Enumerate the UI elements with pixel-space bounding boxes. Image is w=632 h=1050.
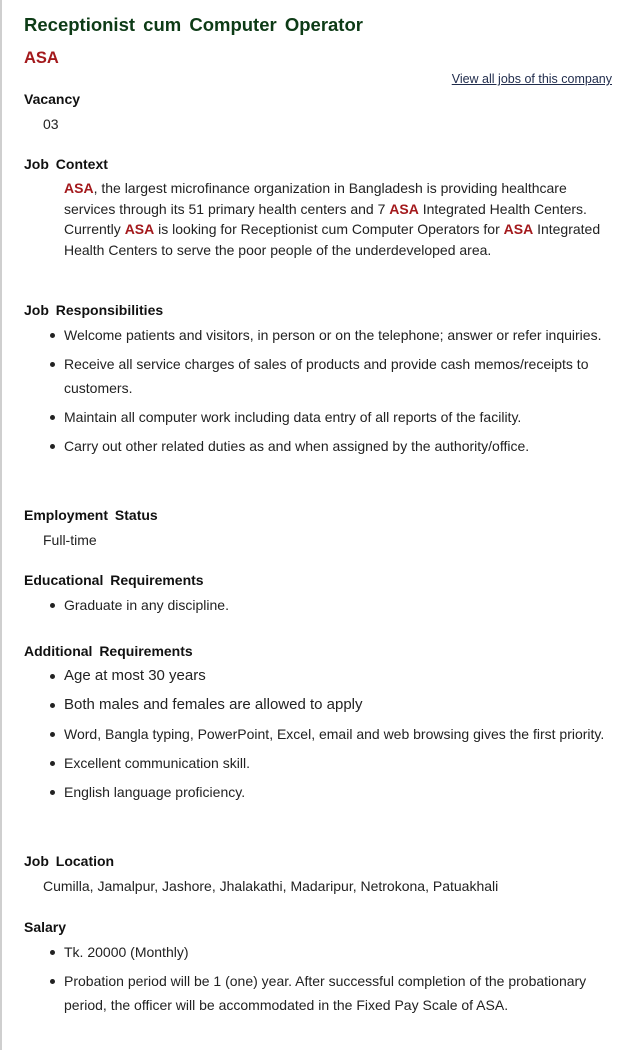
list-item: English language proficiency. [64,780,614,804]
section-title-job-context: Job Context [24,156,108,172]
section-job-responsibilities [24,301,612,463]
employment-status-value: Full-time [43,532,97,548]
list-item: Carry out other related duties as and when assigned by the authority/office. [64,434,614,458]
company-highlight: ASA [503,221,534,238]
list-item: Tk. 20000 (Monthly) [64,940,614,964]
context-text: Integrated Health Centers to serve the poor people of the underdeveloped area. [64,221,601,259]
section-additional-requirements [24,642,612,809]
additional-requirements-list [24,664,612,804]
list-item: Welcome patients and visitors, in person or on the telephone; answer or refer inquiries. [64,323,614,347]
list-item: Word, Bangla typing, PowerPoint, Excel, email and web browsing gives the first priority. [64,722,614,746]
section-salary [24,918,612,1022]
salary-list [24,940,612,1017]
company-highlight: ASA [64,180,94,196]
context-text: is looking for Receptionist cum Computer Operators for [154,221,504,238]
section-title-employment-status: Employment Status [24,507,158,523]
list-item: Maintain all computer work including data entry of all reports of the facility. [64,405,614,429]
view-all-jobs-link[interactable]: View all jobs of this company [451,72,612,86]
company-name: ASA [24,49,59,67]
list-item: Age at most 30 years [64,664,614,688]
education-list [24,593,612,617]
section-title-job-responsibilities: Job Responsibilities [24,302,164,318]
list-item: Probation period will be 1 (one) year. After successful completion of the probationary period, the officer will be accommodated in the Fixed Pay Scale of ASA. [64,969,614,1017]
section-title-salary: Salary [24,919,67,935]
list-item: Both males and females are allowed to apply [64,693,614,717]
section-title-job-location: Job Location [24,853,115,869]
section-job-location [24,852,612,896]
vacancy-value: 03 [43,116,59,132]
context-text: Integrated Health Centers. Currently [64,200,587,238]
list-item: Excellent communication skill. [64,751,614,775]
section-title-additional-requirements: Additional Requirements [24,643,193,659]
section-employment-status [24,506,612,550]
section-job-context [24,155,612,261]
list-item: Graduate in any discipline. [64,593,614,617]
section-title-vacancy: Vacancy [24,91,81,107]
job-title: Receptionist cum Computer Operator [24,14,363,35]
section-title-educational-requirements: Educational Requirements [24,572,204,588]
job-context-text [64,178,609,261]
company-highlight: ASA [124,221,155,238]
section-vacancy [24,90,612,134]
responsibilities-list [24,323,612,458]
job-location-value: Cumilla, Jamalpur, Jashore, Jhalakathi, Madaripur, Netrokona, Patuakhali [43,878,499,894]
context-text: , the largest microfinance organization in Bangladesh is providing healthcare services through its 51 primary health centers and 7 [64,180,567,217]
company-highlight: ASA [389,200,419,217]
list-item: Receive all service charges of sales of products and provide cash memos/receipts to customers. [64,352,614,400]
section-educational-requirements [24,571,612,622]
